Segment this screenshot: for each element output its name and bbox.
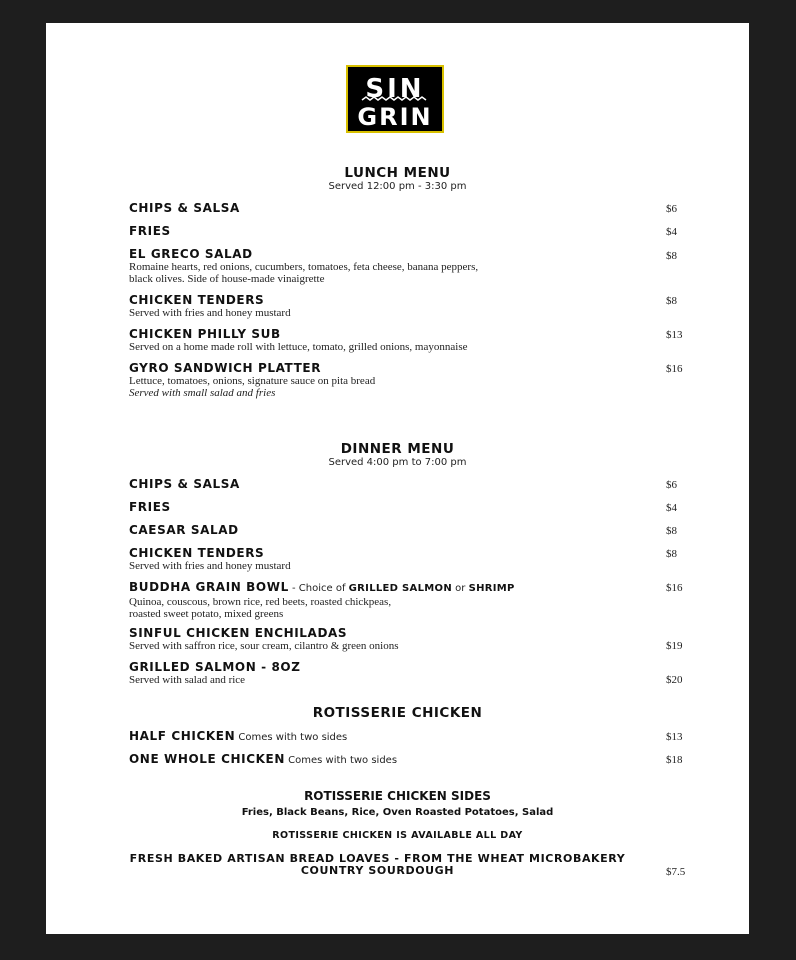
bread-line-2: COUNTRY SOURDOUGH [300, 864, 455, 877]
item-price: $13 [666, 731, 683, 743]
lunch-menu-title: LUNCH MENU [344, 165, 451, 181]
item-name: SINFUL CHICKEN ENCHILADAS [129, 626, 348, 640]
dinner-item [129, 477, 689, 491]
item-name: GRILLED SALMON - 8OZ [129, 660, 301, 674]
lunch-item [129, 247, 689, 285]
item-price: $18 [666, 754, 683, 766]
item-price: $20 [666, 674, 683, 686]
rotisserie-item [129, 729, 689, 745]
item-name: CHICKEN TENDERS [129, 546, 265, 560]
dinner-item [129, 546, 689, 572]
item-price: $6 [666, 203, 677, 215]
lunch-item [129, 224, 689, 238]
item-description: Served on a home made roll with lettuce, tomato, grilled onions, mayonnaise [129, 341, 468, 353]
item-name [129, 752, 689, 768]
item-name: CAESAR SALAD [129, 523, 239, 537]
item-name: CHIPS & SALSA [129, 477, 240, 491]
dinner-item [129, 500, 689, 514]
item-inline-note: Comes with two sides [235, 732, 348, 743]
item-price: $8 [666, 250, 677, 262]
rotisserie-availability: ROTISSERIE CHICKEN IS AVAILABLE ALL DAY [272, 830, 523, 841]
rotisserie-sides-title: ROTISSERIE CHICKEN SIDES [304, 789, 491, 803]
dinner-item [129, 523, 689, 537]
item-price: $8 [666, 548, 677, 560]
dinner-hours: Served 4:00 pm to 7:00 pm [328, 457, 467, 468]
item-description: roasted sweet potato, mixed greens [129, 608, 284, 620]
item-price: $7.5 [666, 866, 686, 878]
lunch-item [129, 361, 689, 399]
item-description: Romaine hearts, red onions, cucumbers, tomatoes, feta cheese, banana peppers, [129, 261, 479, 273]
item-option: SHRIMP [468, 583, 515, 594]
item-name: CHIPS & SALSA [129, 201, 240, 215]
item-name-text: HALF CHICKEN [129, 729, 236, 743]
item-description: Served with saffron rice, sour cream, cilantro & green onions [129, 640, 399, 652]
item-name: FRIES [129, 500, 171, 514]
item-name [129, 729, 689, 745]
rotisserie-sides-list: Fries, Black Beans, Rice, Oven Roasted Potatoes, Salad [241, 807, 554, 818]
item-option: GRILLED SALMON [348, 583, 452, 594]
logo-line-1: SIN [365, 74, 425, 104]
lunch-item [129, 293, 689, 319]
item-description: black olives. Side of house-made vinaigrette [129, 273, 325, 285]
item-description: Lettuce, tomatoes, onions, signature sauce on pita bread [129, 375, 376, 387]
item-inline-note: Comes with two sides [284, 755, 398, 766]
item-name: CHICKEN TENDERS [129, 293, 265, 307]
dinner-item [129, 580, 689, 620]
menu-page [46, 23, 749, 934]
dinner-item [129, 626, 689, 652]
item-price: $8 [666, 295, 677, 307]
item-price: $13 [666, 329, 683, 341]
item-price: $6 [666, 479, 677, 491]
item-name: FRIES [129, 224, 171, 238]
dinner-item [129, 660, 689, 686]
lunch-item [129, 327, 689, 353]
item-description: Served with small salad and fries [129, 387, 276, 399]
lunch-hours: Served 12:00 pm - 3:30 pm [328, 181, 467, 192]
bread-line-1: FRESH BAKED ARTISAN BREAD LOAVES - FROM THE WHEAT MICROBAKERY [129, 852, 626, 865]
item-name: GYRO SANDWICH PLATTER [129, 361, 322, 375]
item-name-text: BUDDHA GRAIN BOWL [129, 580, 289, 594]
item-description: Served with salad and rice [129, 674, 246, 686]
rotisserie-title: ROTISSERIE CHICKEN [312, 705, 483, 721]
item-description: Quinoa, couscous, brown rice, red beets, roasted chickpeas, [129, 596, 392, 608]
item-name-text: ONE WHOLE CHICKEN [129, 752, 285, 766]
dinner-menu-title: DINNER MENU [340, 441, 455, 457]
item-description: Served with fries and honey mustard [129, 560, 291, 572]
item-inline-note: - Choice of [288, 583, 349, 594]
item-price: $8 [666, 525, 677, 537]
item-description: Served with fries and honey mustard [129, 307, 291, 319]
item-name: CHICKEN PHILLY SUB [129, 327, 281, 341]
item-name: EL GRECO SALAD [129, 247, 253, 261]
rotisserie-item [129, 752, 689, 768]
lunch-item [129, 201, 689, 215]
item-price: $4 [666, 502, 677, 514]
logo-line-2: GRIN [357, 103, 433, 131]
item-price: $19 [666, 640, 683, 652]
item-price: $16 [666, 363, 683, 375]
item-inline-note: or [452, 583, 469, 594]
item-price: $4 [666, 226, 677, 238]
sin-grin-logo [346, 65, 444, 133]
item-name [129, 580, 689, 596]
item-price: $16 [666, 582, 683, 594]
